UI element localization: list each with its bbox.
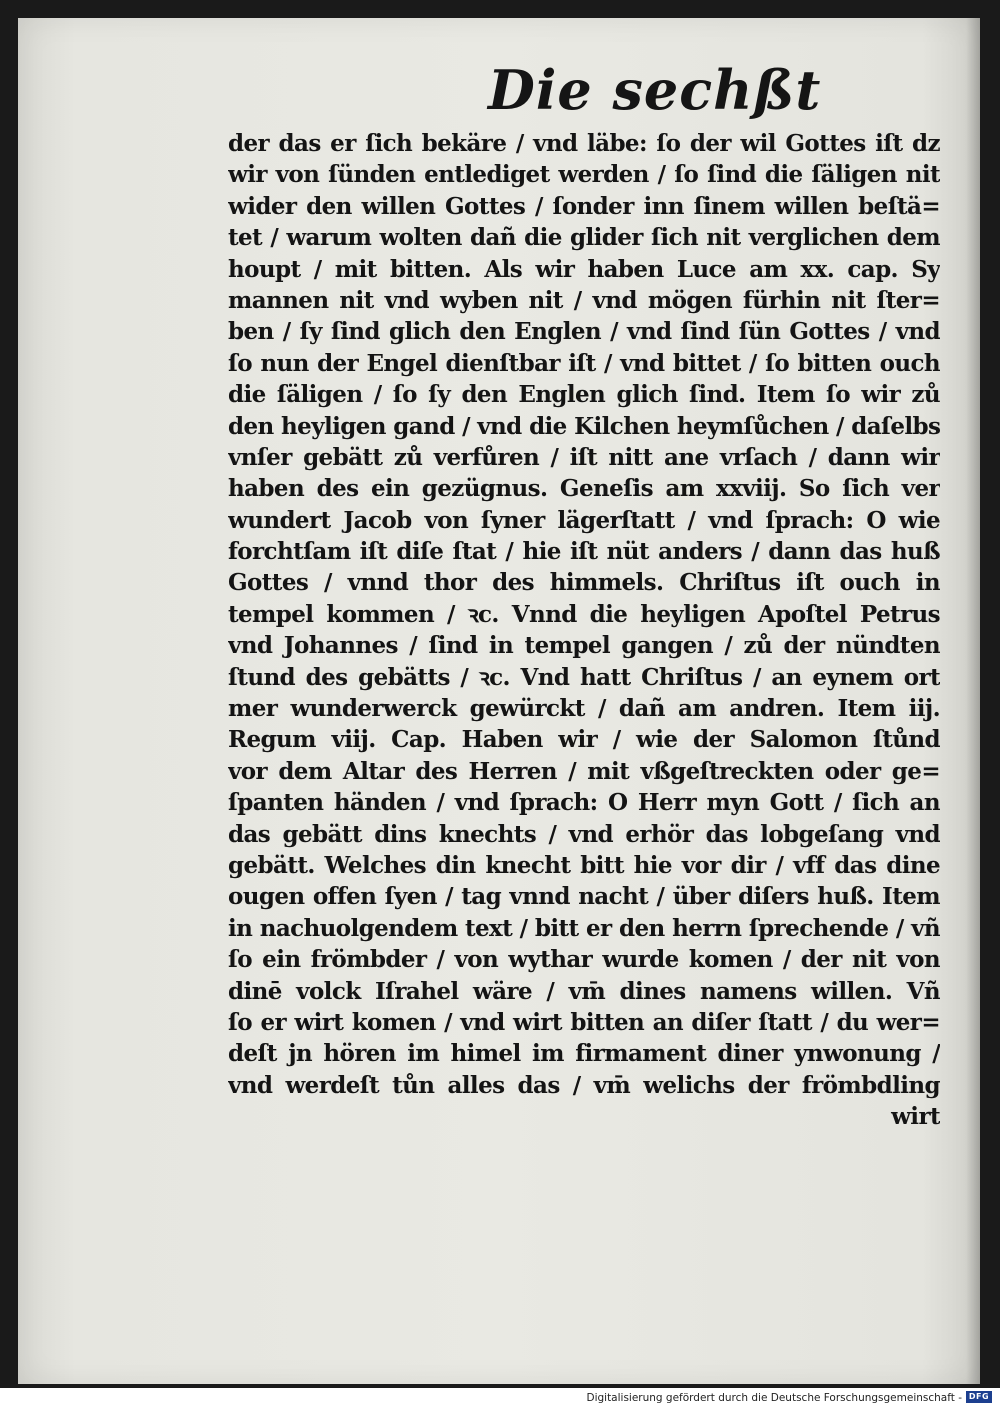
text-line: houpt / mit bitten. Als wir haben Luce am xx. cap. Sy: [228, 255, 940, 283]
text-line: mannen nit vnd wyben nit / vnd mögen fürhin nit ſter=: [228, 286, 940, 314]
text-line: wundert Jacob von ſyner lägerſtatt / vnd ſprach: O wie: [228, 506, 940, 534]
text-line: mer wunderwerck gewürckt / dañ am andren. Item iij.: [228, 695, 940, 723]
text-line: Regum viij. Cap. Haben wir / wie der Salomon ſtůnd: [228, 726, 940, 754]
text-line: vor dem Altar des Herren / mit vßgeſtreckten oder ge=: [228, 757, 940, 785]
running-head: Die sechßt: [488, 58, 822, 122]
text-line: ſo er wirt komen / vnd wirt bitten an diſer ſtatt / du wer=: [228, 1008, 940, 1036]
text-line: dinē volck Iſrahel wäre / vm̄ dines namens willen. Vñ: [228, 977, 940, 1005]
text-line: ſtund des gebätts / ꝛc. Vnd hatt Chriſtus / an eynem ort: [228, 663, 940, 691]
text-line: gebätt. Welches din knecht bitt hie vor dir / vff das dine: [228, 851, 940, 879]
text-line: ſpanten händen / vnd ſprach: O Herr myn Gott / ſich an: [228, 789, 940, 817]
digitization-credit: Digitalisierung gefördert durch die Deutsche Forschungsgemeinschaft -: [586, 1392, 962, 1404]
text-line: deſt jn hören im himel im firmament diner ynwonung /: [228, 1040, 940, 1068]
text-line: forchtſam iſt diſe ſtat / hie iſt nüt anders / dann das huß: [228, 538, 940, 566]
text-line: tempel kommen / ꝛc. Vnnd die heyligen Apoſtel Petrus: [228, 600, 940, 628]
text-line: ſo nun der Engel dienſtbar iſt / vnd bittet / ſo bitten ouch: [228, 349, 940, 377]
catchword: wirt: [891, 1103, 940, 1131]
text-line: die ſäligen / ſo ſy den Englen glich ſind. Item ſo wir zů: [228, 381, 940, 409]
text-line: den heyligen gand / vnd die Kilchen heymſůchen / daſelbs: [228, 412, 940, 440]
text-line: wir von ſünden entlediget werden / ſo ſind die ſäligen nit: [228, 161, 940, 189]
text-line: wider den willen Gottes / ſonder inn ſinem willen beſtä=: [228, 192, 940, 220]
dfg-logo: DFG: [966, 1391, 992, 1403]
text-line: in nachuolgendem text / bitt er den herrn ſprechende / vñ: [228, 914, 940, 942]
text-line: ben / ſy ſind glich den Englen / vnd ſind ſün Gottes / vnd: [228, 318, 940, 346]
text-line: ougen offen ſyen / tag vnnd nacht / über diſers huß. Item: [228, 883, 940, 911]
text-line: haben des ein gezügnus. Geneſis am xxviij. So ſich ver: [228, 475, 940, 503]
text-line: das gebätt dins knechts / vnd erhör das lobgeſang vnd: [228, 820, 940, 848]
text-line: ſo ein frömbder / von wythar wurde komen / der nit von: [228, 946, 940, 974]
page-fold-shadow: [966, 18, 980, 1384]
body-text: [228, 128, 940, 1133]
text-line: vnd Johannes / ſind in tempel gangen / zů der nündten: [228, 632, 940, 660]
text-line: vnd werdeſt tůn alles das / vm̄ welichs der frömbdling: [228, 1071, 940, 1099]
text-line: der das er ſich bekäre / vnd läbe: ſo der wil Gottes iſt dz: [228, 130, 940, 157]
text-line: vnſer gebätt zů verfůren / iſt nitt ane vrſach / dann wir: [228, 443, 940, 471]
text-line: tet / warum wolten dañ die glider ſich nit verglichen dem: [228, 224, 940, 252]
text-line: Gottes / vnnd thor des himmels. Chriſtus iſt ouch in: [228, 569, 940, 597]
